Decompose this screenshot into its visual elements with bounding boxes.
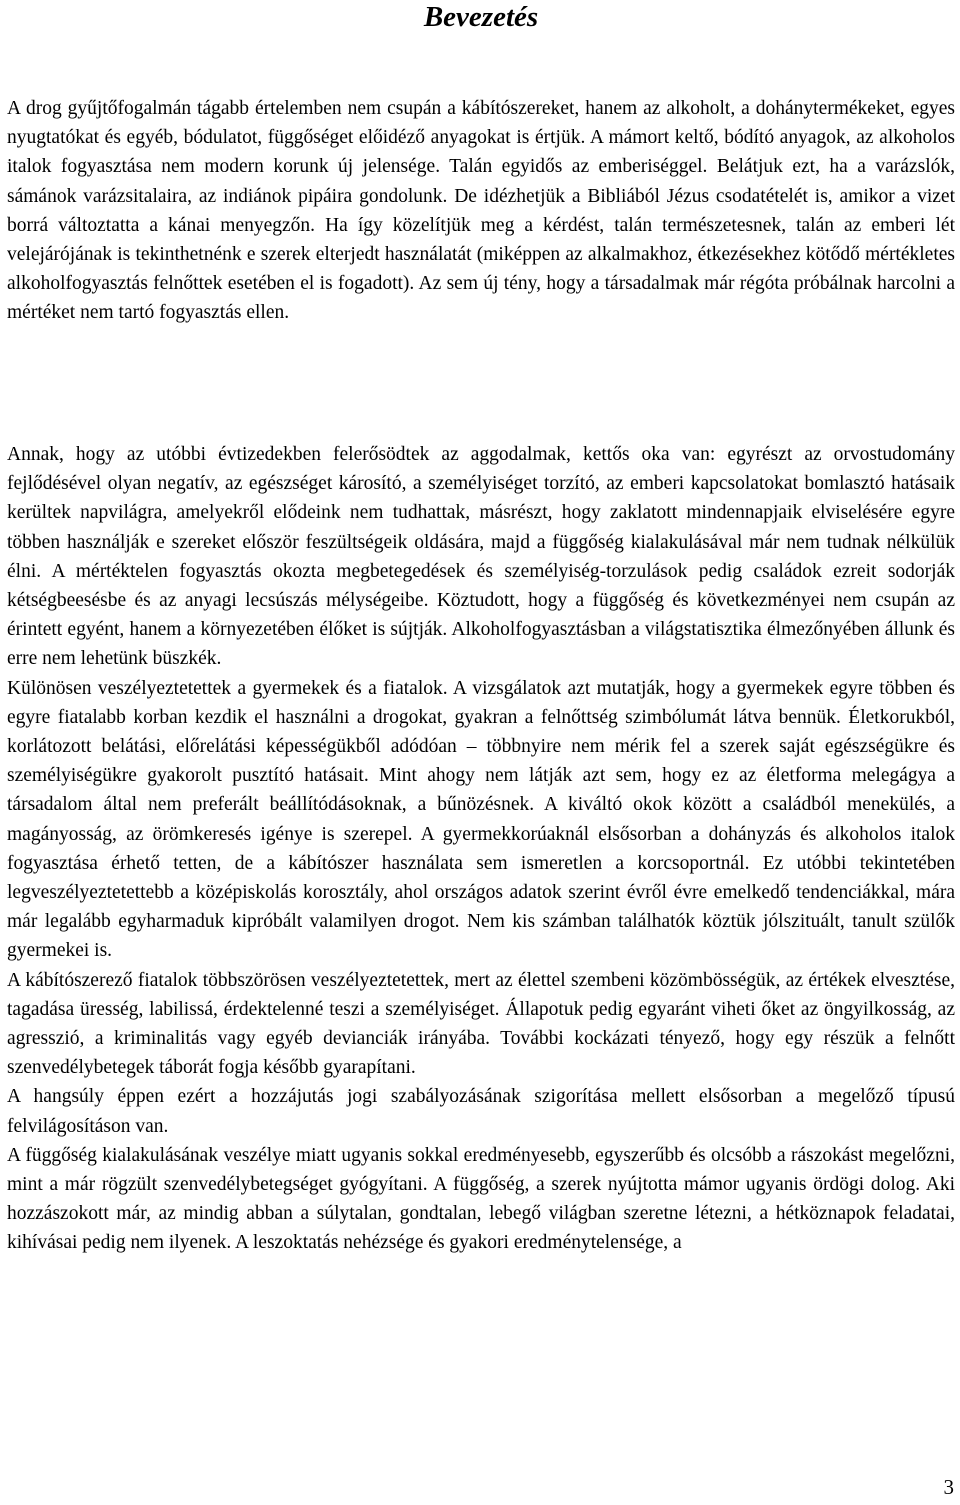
body-text-block	[7, 440, 955, 1258]
intro-paragraph: A drog gyűjtőfogalmán tágabb értelemben nem csupán a kábítószereket, hanem az alkoholt, a dohánytermékeket, egyes nyugtatókat és egyéb, bódulatot, függőséget előidéző anyagokat is értjük. A mámort keltő, bódító anyagok, az alkoholos italok fogyasztása nem modern korunk új jelensége. Talán egyidős az emberiséggel. Belátjuk ezt, ha a varázslók, sámánok varázsitalaira, az indiánok pipáira gondolunk. De idézhetjük a Bibliából Jézus csodatételét is, amikor a vizet borrá változtatta a kánai menyegzőn. Ha így közelítjük meg a kérdést, talán természetesnek, talán az emberi lét velejárójának is tekinthetnénk e szerek elterjedt használatát (miképpen az alkalmakhoz, étkezésekhez kötődő mértékletes alkoholfogyasztás felnőttek esetében el is fogadott). Az sem új tény, hogy a társadalmak már régóta próbálnak harcolni a mértéket nem tartó fogyasztás ellen.	[7, 98, 955, 324]
paragraph-youth: Különösen veszélyeztetettek a gyermekek és a fiatalok. A vizsgálatok azt mutatják, hogy a gyermekek egyre többen és egyre fiatalabb korban kezdik el használni a drogokat, gyakran a felnőttség szimbólumát látva bennük. Életkorukból, korlátozott belátási, előrelátási képességükből adódóan – többnyire nem mérik fel a szerek saját egészségükre és személyiségükre gyakorolt pusztító hatásait. Mint ahogy nem látják azt sem, hogy ez az életforma melegágya a társadalom által nem preferált beállítódásoknak, a bűnözésnek. A kiváltó okok között a családból menekülés, a magányosság, az örömkeresés igénye is szerepel. A gyermekkorúaknál elsősorban a dohányzás és alkoholos italok fogyasztása érhető tetten, de a kábítószer használata sem ismeretlen a korcsoportnál. Ez utóbbi tekintetében legveszélyeztetettebb a középiskolás korosztály, ahol országos adatok szerint évről évre emelkedő tendenciákkal, mára már legalább egyharmaduk kipróbált valamilyen drogot. Nem kis számban találhatók köztük jólszituált, tanult szülők gyermekei is.	[7, 677, 955, 962]
paragraph-addicted-youth: A kábítószerező fiatalok többszörösen veszélyeztetettek, mert az élettel szembeni közömbösségük, az értékek elvesztése, tagadása üresség, labilissá, érdektelenné teszi a személyiséget. Állapotuk pedig egyaránt viheti őket az öngyilkosság, az agresszió, a kriminalitás vagy egyéb devianciák irányába. További kockázati tényező, hogy egy részük a felnőtt szenvedélybetegek táborát fogja később gyarapítani.	[7, 969, 955, 1079]
document-page	[7, 0, 955, 1254]
page-title: Bevezetés	[423, 1, 539, 33]
paragraph-emphasis: A hangsúly éppen ezért a hozzájutás jogi szabályozásának szigorítása mellett elsősorban a megelőző típusú felvilágosításon van.	[7, 1086, 955, 1137]
paragraph-concerns: Annak, hogy az utóbbi évtizedekben felerősödtek az aggodalmak, kettős oka van: egyrészt az orvostudomány fejlődésével olyan negatív, az egészséget károsító, a személyiséget torzító, az emberi kapcsolatokat bomlasztó hatásaik kerültek napvilágra, amelyekről elődeink nem tudhattak, másrészt, hogy zaklatott mindennapjaik elviselésére egyre többen használják e szereket először feszültségeik oldására, majd a függőség kialakulásával már nem tudnak nélkülük élni. A mértéktelen fogyasztás okozta megbetegedések és személyiség-torzulások pedig családok ezreit sodorják kétségbeesésbe és az anyagi lecsúszás mélységeibe. Köztudott, hogy a függőség és következményei nem csupán az érintett egyént, hanem a környezetében élőket is sújtják. Alkoholfogyasztásban a világstatisztika élmezőnyében állunk és erre nem lehetünk büszkék.	[7, 444, 955, 670]
page-number: 3	[943, 1475, 954, 1499]
paragraph-prevention: A függőség kialakulásának veszélye miatt ugyanis sokkal eredményesebb, egyszerűbb és olcsóbb a rászokást megelőzni, mint a már rögzült szenvedélybetegséget gyógyítani. A függőség, a szerek nyújtotta mámor ugyanis ördögi dolog. Aki hozzászokott már, az mindig abban a súlytalan, gondtalan, lebegő világban szeretne létezni, a hétköznapok feladatai, kihívásai pedig nem ilyenek. A leszoktatás nehézsége és gyakori eredménytelensége, a	[7, 1144, 955, 1254]
